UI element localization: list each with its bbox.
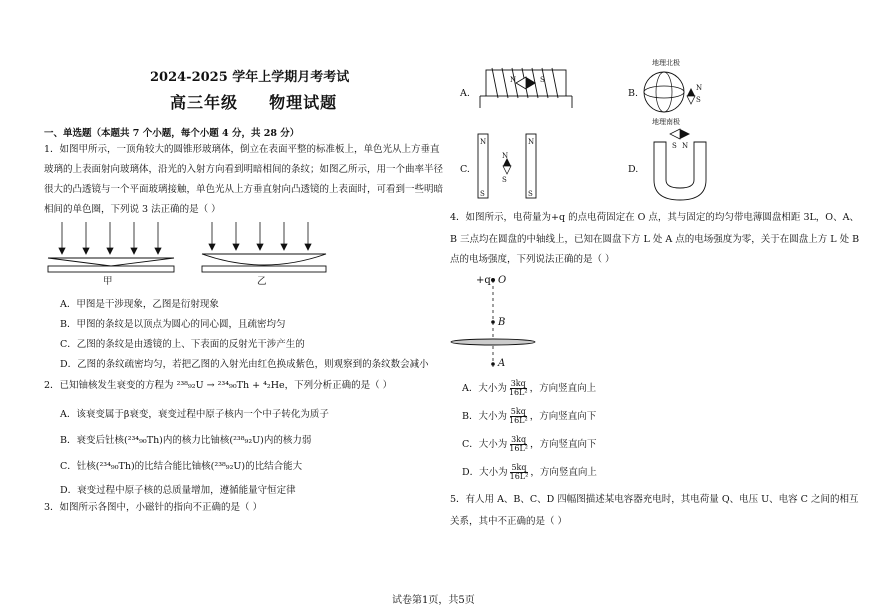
q1-option-b: B．甲图的条纹是以顶点为圆心的同心圆，且疏密均匀 (60, 319, 286, 330)
q3-fig-d-u-magnet (648, 128, 718, 204)
q4-line1: 4．如图所示，电荷量为+q 的点电荷固定在 O 点，其与固定的均匀带电薄圆盘相距 3L，O、A、 (450, 212, 859, 223)
q4-option-b: B．大小为 $\frac{5kq}{\text{16L²}}$ ，方向竖直向下 (462, 407, 597, 425)
q1-option-a: A．甲图是干涉现象，乙图是衍射现象 (60, 299, 219, 310)
q4-option-c: C．大小为 $\frac{3kq}{\text{16L²}}$ ，方向竖直向下 (462, 435, 597, 453)
q2-option-c: C．钍核(²³⁴₉₀Th)的比结合能比铀核(²³⁸₉₂U)的比结合能大 (60, 461, 303, 472)
q3-label-c: C. (460, 164, 470, 175)
q4-label-b: B (498, 317, 506, 328)
q4-label-a: A (498, 358, 506, 369)
subject-label: 物理试题 (269, 93, 338, 112)
q1-line3: 很大的凸透镜与一个平面玻璃接触，单色光从上方垂直射向凸透镜的上表面时，可看到一些明暗 (44, 184, 444, 195)
q4-line3: 点的电场强度，下列说法正确的是（ ） (450, 254, 615, 265)
q3-fig-a-solenoid (478, 62, 578, 112)
exam-subtitle (170, 90, 337, 113)
q3-a-n: N (510, 76, 517, 84)
q3-label-a: A. (460, 88, 470, 99)
q4-label-q: +q (476, 275, 491, 286)
q2-stem: 2．已知铀核发生衰变的方程为 ²³⁸₉₂U → ²³⁴₉₀Th + ⁴₂He，下列分析正确的是（ ） (44, 380, 393, 391)
q5-line1: 5．有人用 A、B、C、D 四幅图描述某电容器充电时，其电荷量 Q、电压 U、电容 C 之间的相互 (450, 494, 859, 505)
fig-a-label: 甲 (103, 276, 113, 287)
q3-b-n: N (696, 84, 703, 92)
q3-c-right-s: S (528, 190, 533, 198)
q3-c-right-n: N (528, 138, 535, 146)
section-heading: 一、单选题（本题共 7 个小题，每个小题 4 分，共 28 分） (44, 128, 300, 139)
q4-line2: B 三点均在圆盘的中轴线上，已知在圆盘下方 L 处 A 点的电场强度为零，关于在圆盘上方 L 处 B (450, 234, 860, 245)
q3-d-right-n: N (682, 142, 689, 150)
q2-option-a: A．该衰变属于β衰变，衰变过程中原子核内一个中子转化为质子 (60, 409, 329, 420)
q3-c-needle-s: S (502, 176, 507, 184)
q1-figure (44, 220, 344, 292)
q1-line2: 玻璃的上表面射向玻璃体，沿光的入射方向看到明暗相间的条纹；如图乙所示，用一个曲率半径 (44, 164, 444, 175)
q3-c-needle-n: N (502, 152, 509, 160)
grade-label: 高三年级 (170, 93, 239, 112)
exam-title: 2024-2025 学年上学期月考考试 (150, 70, 350, 85)
page-footer: 试卷第1页，共5页 (392, 595, 475, 606)
q3-fig-b-earth (640, 68, 703, 116)
q3-label-b: B. (628, 88, 639, 99)
q3-d-left-s: S (672, 142, 677, 150)
geo-south-label: 地理南极 (652, 118, 680, 126)
q3-c-left-n: N (480, 138, 487, 146)
q1-line4: 相间的单色圈，下列说 3 法正确的是（ ） (44, 204, 221, 215)
q1-option-c: C．乙图的条纹是由透镜的上、下表面的反射光干涉产生的 (60, 339, 305, 350)
q2-option-d: D．衰变过程中原子核的总质量增加，遵循能量守恒定律 (60, 485, 296, 496)
q3-stem: 3．如图所示各图中，小磁针的指向不正确的是（ ） (44, 502, 263, 513)
q5-line2: 关系，其中不正确的是（ ） (450, 516, 568, 527)
fig-a-arrows (59, 222, 161, 254)
q2-option-b: B．衰变后钍核(²³⁴₉₀Th)内的核力比铀核(²³⁸₉₂U)内的核力弱 (60, 435, 312, 446)
q4-option-d: D．大小为 $\frac{5kq}{\text{16L²}}$ ，方向竖直向上 (462, 463, 597, 481)
geo-north-label: 地理北极 (652, 59, 680, 67)
fig-b-lens-plate (202, 254, 326, 272)
q1-line1: 1．如图甲所示，一顶角较大的圆锥形玻璃体，倒立在表面平整的标准板上，单色光从上方垂直 (44, 144, 440, 155)
q3-label-d: D. (628, 164, 639, 175)
fig-a-cone-plate (48, 258, 174, 272)
q3-b-s: S (696, 96, 701, 104)
fig-b-label: 乙 (257, 276, 267, 287)
fig-b-arrows (209, 222, 311, 250)
q4-option-a: A．大小为 $\frac{3kq}{\text{16L²}}$ ，方向竖直向上 (462, 379, 597, 397)
q3-a-s: S (540, 76, 545, 84)
q1-option-d: D．乙图的条纹疏密均匀，若把乙图的入射光由红色换成紫色，则观察到的条纹数会减小 (60, 359, 429, 370)
q3-c-left-s: S (480, 190, 485, 198)
q4-label-o: O (498, 275, 507, 286)
